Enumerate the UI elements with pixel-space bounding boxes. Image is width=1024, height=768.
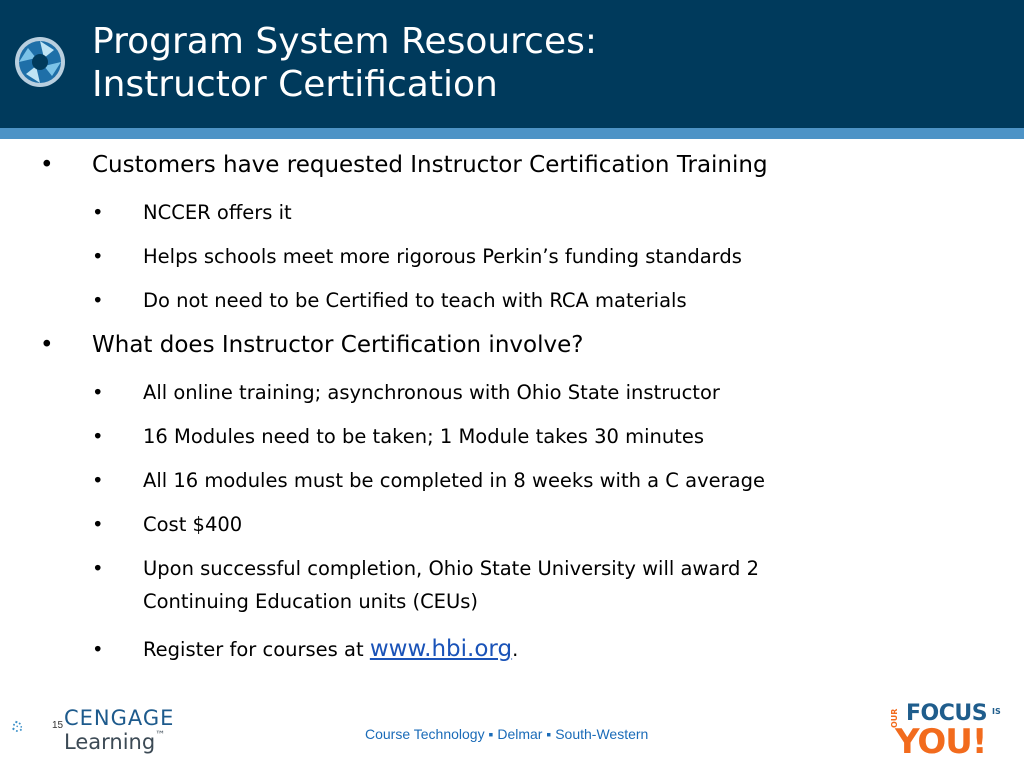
bullet-text: Cost $400 [143,513,243,536]
focus-logo-our: OUR [890,708,899,728]
bullet-text: 16 Modules need to be taken; 1 Module takes 30 minutes [143,425,705,448]
hbi-link[interactable]: www.hbi.org [369,636,513,662]
bullet-dot: • [92,557,104,580]
bullet-dot: • [92,469,104,492]
footer-imprints: Course Technology ▪ Delmar ▪ South-Western [365,726,649,742]
bullet-text: Continuing Education units (CEUs) [143,590,479,613]
bullet-text [143,633,903,666]
bullet-text: Upon successful completion, Ohio State University will award 2 [143,557,759,580]
bullet-text: NCCER offers it [143,201,292,224]
title-bar-stripe [0,128,1024,139]
bullet-dot: • [40,152,54,178]
focus-logo-is: IS [992,707,1001,716]
slide-title-line-2: Instructor Certification [92,64,498,105]
aperture-logo-icon [14,36,66,88]
bullet-dot: • [92,289,104,312]
bullet-text: Helps schools meet more rigorous Perkin’s funding standards [143,245,742,268]
focus-logo-you: YOU! [895,722,987,762]
bullet-text: Do not need to be Certified to teach with RCA materials [143,289,687,312]
trademark-symbol: ™ [155,730,166,741]
bullet-dot: • [92,201,104,224]
bullet-text: Customers have requested Instructor Certification Training [92,152,768,178]
slide-title [92,20,597,106]
bullet-text: What does Instructor Certification involve? [92,332,584,358]
bullet-dot: • [92,513,104,536]
cengage-wordmark: CENGAGE [64,706,175,730]
register-prefix: Register for courses at [143,638,370,661]
page-number: 15 [52,720,64,731]
slide-title-line-1: Program System Resources: [92,21,598,62]
bullet-text: All online training; asynchronous with Ohio State instructor [143,381,720,404]
bullet-dot: • [92,245,104,268]
bullet-dot: • [92,425,104,448]
bullet-text: All 16 modules must be completed in 8 weeks with a C average [143,469,765,492]
focus-logo-focus: FOCUS [906,701,988,726]
learning-wordmark [64,730,165,754]
bullet-dot: • [40,332,54,358]
bullet-dot: • [92,381,104,404]
learning-text: Learning [64,730,156,754]
bullet-dot: • [92,638,104,661]
register-suffix: . [512,638,519,661]
